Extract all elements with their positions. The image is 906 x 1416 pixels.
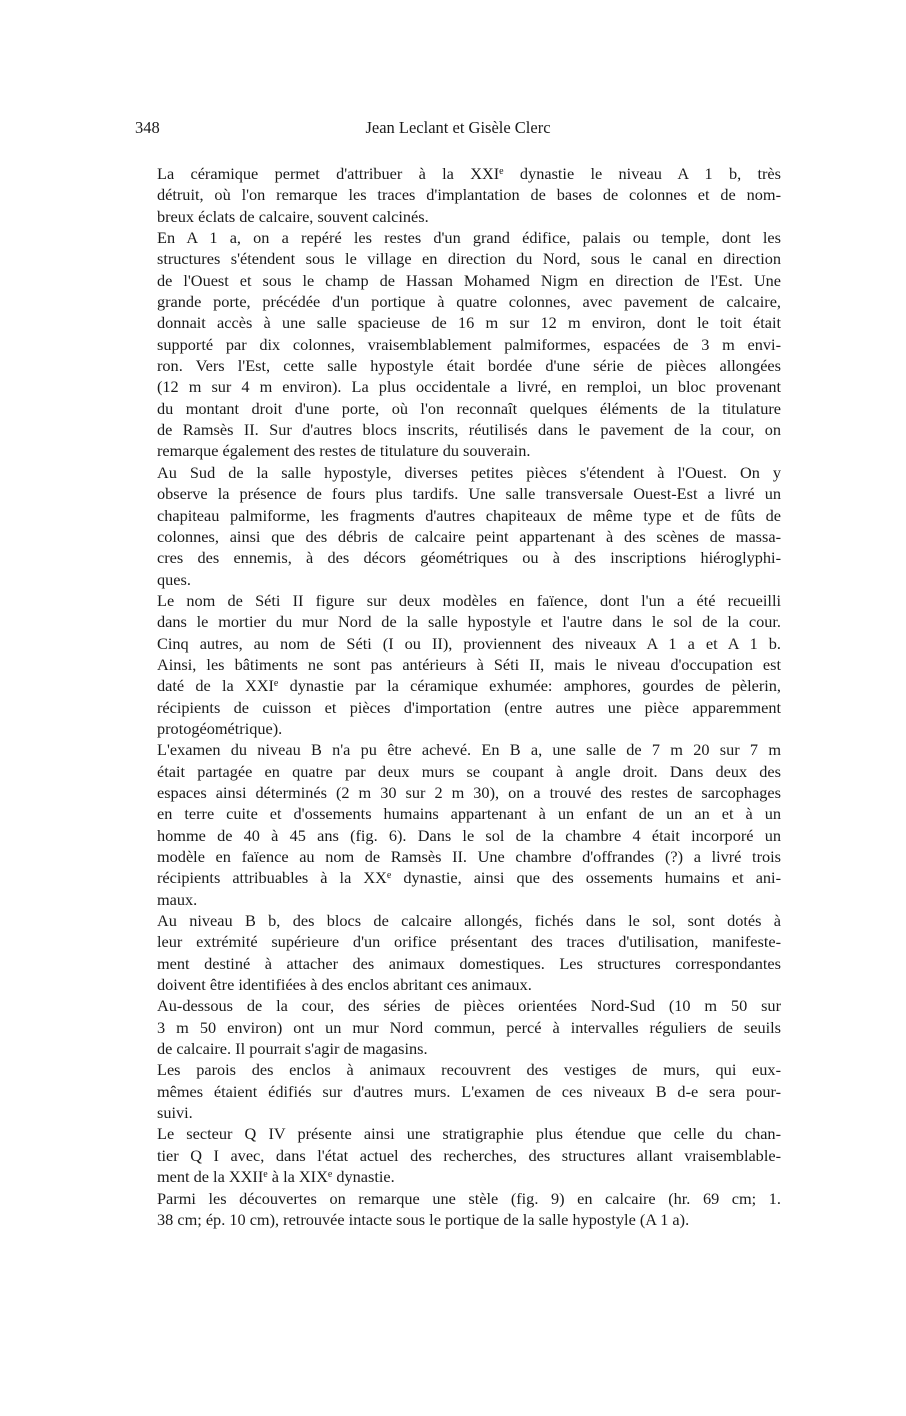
text-line: ron. Vers l'Est, cette salle hypostyle était bordée d'une série de pièces allongées (157, 356, 781, 376)
text-line: Parmi les découvertes on remarque une stèle (fig. 9) en calcaire (hr. 69 cm; 1. (157, 1188, 781, 1208)
text-line: Au niveau B b, des blocs de calcaire allongés, fichés dans le sol, sont dotés à (157, 911, 781, 931)
paragraph (135, 163, 781, 227)
text-line: protogéométrique). (157, 718, 283, 738)
text-line: modèle en faïence au nom de Ramsès II. Une chambre d'offrandes (?) a livré trois (157, 847, 781, 866)
text-line: ques. (157, 569, 191, 589)
text-line: dans le mortier du mur Nord de la salle hypostyle et l'autre dans le sol de la cour. (157, 612, 781, 632)
body-text (135, 163, 781, 1230)
paragraph (135, 995, 781, 1059)
text-line: du montant droit d'une porte, où l'on reconnaît quelques éléments de la titulature (157, 398, 781, 418)
text-line: Le nom de Séti II figure sur deux modèles en faïence, dont l'un a été recueilli (157, 590, 781, 610)
text-line: en terre cuite et d'ossements humains appartenant à un enfant de un an et à un (157, 804, 781, 824)
text-line: de calcaire. Il pourrait s'agir de magasins. (157, 1039, 428, 1059)
text-line: de l'Ouest et sous le champ de Hassan Mohamed Nigm en direction de l'Est. Une (157, 270, 781, 290)
text-line: colonnes, ainsi que des débris de calcaire peint appartenant à des scènes de massa- (157, 526, 781, 546)
text-line: Cinq autres, au nom de Séti (I ou II), proviennent des niveaux A 1 a et A 1 b. (157, 633, 781, 653)
text-line: Au-dessous de la cour, des séries de pièces orientées Nord-Sud (10 m 50 sur (157, 996, 781, 1016)
text-line: donnait accès à une salle spacieuse de 16 m sur 12 m environ, dont le toit était (157, 313, 781, 333)
text-line: ment de la XXIIe à la XIXe dynastie. (157, 1167, 395, 1187)
text-line: La céramique permet d'attribuer à la XXIe dynastie le niveau A 1 b, très (157, 164, 781, 183)
text-line: structures s'étendent sous le village en direction du Nord, sous le canal en direction (157, 249, 781, 269)
text-line: remarque également des restes de titulature du souverain. (157, 441, 531, 461)
text-line: 38 cm; ép. 10 cm), retrouvée intacte sous le portique de la salle hypostyle (A 1 a). (157, 1209, 690, 1229)
text-line: En A 1 a, on a repéré les restes d'un grand édifice, palais ou temple, dont les (157, 228, 781, 248)
paragraph (135, 1188, 781, 1231)
text-line: leur extrémité supérieure d'un orifice présentant des traces d'utilisation, manifeste- (157, 932, 781, 952)
text-line: L'examen du niveau B n'a pu être achevé. En B a, une salle de 7 m 20 sur 7 m (157, 740, 781, 760)
text-line: doivent être identifiées à des enclos abritant ces animaux. (157, 975, 532, 995)
text-line: était partagée en quatre par deux murs se coupant à angle droit. Dans deux des (157, 761, 781, 781)
paragraph (135, 1059, 781, 1123)
text-line: supporté par dix colonnes, vraisemblablement palmiformes, espacées de 3 m envi- (157, 334, 781, 354)
text-line: Les parois des enclos à animaux recouvrent des vestiges de murs, qui eux- (157, 1060, 781, 1080)
paragraph (135, 739, 781, 910)
text-line: maux. (157, 889, 198, 909)
text-line: cres des ennemis, à des décors géométriques ou à des inscriptions hiéroglyphi- (157, 548, 781, 568)
text-line: daté de la XXIe dynastie par la céramique exhumée: amphores, gourdes de pèlerin, (157, 676, 781, 696)
page-header (135, 118, 781, 142)
page-number: 348 (135, 118, 160, 137)
text-line: détruit, où l'on remarque les traces d'implantation de bases de colonnes et de nom- (157, 185, 781, 205)
text-line: Au Sud de la salle hypostyle, diverses petites pièces s'étendent à l'Ouest. On y (157, 462, 781, 482)
text-line: espaces ainsi déterminés (2 m 30 sur 2 m 30), on a trouvé des restes de sarcophages (157, 782, 781, 802)
text-line: mêmes étaient édifiés sur d'autres murs. L'examen de ces niveaux B d-e sera pour- (157, 1081, 781, 1101)
text-line: de Ramsès II. Sur d'autres blocs inscrits, réutilisés dans le pavement de la cour, on (157, 420, 781, 440)
text-line: récipients attribuables à la XXe dynastie, ainsi que des ossements humains et ani- (157, 868, 782, 888)
text-line: suivi. (157, 1103, 193, 1123)
text-line: homme de 40 à 45 ans (fig. 6). Dans le sol de la chambre 4 était incorporé un (157, 825, 781, 845)
running-title: Jean Leclant et Gisèle Clerc (365, 118, 551, 137)
text-line: (12 m sur 4 m environ). La plus occidentale a livré, en remploi, un bloc provenant (157, 377, 781, 397)
paragraph (135, 1123, 781, 1187)
paragraph (135, 227, 781, 462)
text-line: 3 m 50 environ) ont un mur Nord commun, percé à intervalles réguliers de seuils (157, 1017, 781, 1037)
text-line: grande porte, précédée d'un portique à quatre colonnes, avec pavement de calcaire, (157, 292, 781, 312)
text-line: Le secteur Q IV présente ainsi une stratigraphie plus étendue que celle du chan- (157, 1124, 781, 1144)
text-line: Ainsi, les bâtiments ne sont pas antérieurs à Séti II, mais le niveau d'occupation est (157, 654, 781, 674)
paragraph (135, 910, 781, 995)
paragraph (135, 590, 781, 739)
text-line: chapiteau palmiforme, les fragments d'autres chapiteaux de même type et de fûts de (157, 505, 781, 525)
text-line: observe la présence de fours plus tardifs. Une salle transversale Ouest-Est a livré un (157, 484, 781, 504)
text-line: récipients de cuisson et pièces d'importation (entre autres une pièce apparemment (157, 697, 781, 717)
paragraph (135, 462, 781, 590)
text-line: breux éclats de calcaire, souvent calcinés. (157, 206, 429, 226)
text-line: ment destiné à attacher des animaux domestiques. Les structures correspondantes (157, 953, 781, 973)
text-line: tier Q I avec, dans l'état actuel des recherches, des structures allant vraisemblable- (157, 1145, 781, 1165)
